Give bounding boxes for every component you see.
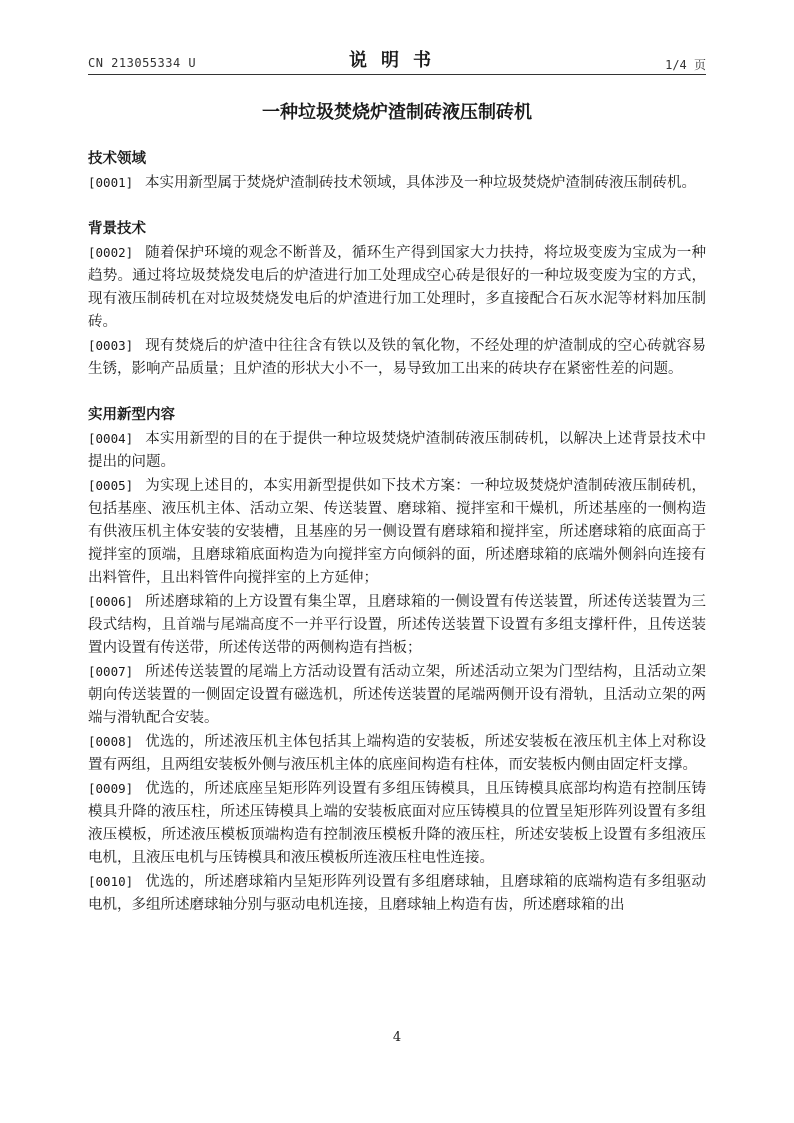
paragraph-number: [0009] (88, 781, 134, 796)
paragraph (88, 870, 706, 917)
paragraph-number: [0008] (88, 734, 134, 749)
paragraph-number: [0002] (88, 245, 134, 260)
paragraph-number: [0005] (88, 478, 134, 493)
patent-number: CN 213055334 U (88, 56, 197, 70)
paragraph (88, 660, 706, 730)
section-utility-model-content (88, 404, 706, 917)
paragraph-number: [0007] (88, 664, 134, 679)
paragraph (88, 334, 706, 381)
paragraph-text: 本实用新型的目的在于提供一种垃圾焚烧炉渣制砖液压制砖机，以解决上述背景技术中提出的问题。 (88, 431, 706, 470)
paragraph-text: 本实用新型属于焚烧炉渣制砖技术领域，具体涉及一种垃圾焚烧炉渣制砖液压制砖机。 (145, 175, 696, 191)
page-header (88, 46, 706, 76)
document-type: 说明书 (349, 50, 445, 71)
paragraph (88, 474, 706, 590)
paragraph-number: [0004] (88, 431, 134, 446)
section-background (88, 218, 706, 381)
section-heading: 技术领域 (88, 151, 146, 167)
section-technical-field (88, 148, 706, 195)
document-title: 一种垃圾焚烧炉渣制砖液压制砖机 (262, 102, 532, 123)
paragraph-text: 优选的，所述液压机主体包括其上端构造的安装板，所述安装板在液压机主体上对称设置有两组，且两组安装板外侧与液压机主体的底座间构造有柱体，而安装板内侧由固定杆支撑。 (88, 734, 706, 773)
paragraph (88, 427, 706, 474)
section-heading: 背景技术 (88, 221, 146, 237)
paragraph (88, 777, 706, 870)
page-number: 4 (392, 1030, 402, 1045)
paragraph-text: 所述传送装置的尾端上方活动设置有活动立架，所述活动立架为门型结构，且活动立架朝向传送装置的一侧固定设置有磁选机，所述传送装置的尾端两侧开设有滑轨，且活动立架的两端与滑轨配合安装。 (88, 664, 706, 726)
header-rule (88, 74, 706, 75)
section-heading: 实用新型内容 (88, 407, 175, 423)
paragraph (88, 590, 706, 660)
paragraph (88, 171, 706, 195)
paragraph-text: 所述磨球箱的上方设置有集尘罩，且磨球箱的一侧设置有传送装置，所述传送装置为三段式结构，且首端与尾端高度不一并平行设置，所述传送装置下设置有多组支撑杆件，且传送装置内设置有传送带，所述传送带的两侧构造有挡板； (88, 594, 706, 656)
paragraph-number: [0010] (88, 874, 134, 889)
paragraph-number: [0006] (88, 594, 134, 609)
page-info: 1/4 页 (665, 58, 706, 72)
paragraph-number: [0001] (88, 175, 134, 190)
paragraph-text: 优选的，所述磨球箱内呈矩形阵列设置有多组磨球轴，且磨球箱的底端构造有多组驱动电机，多组所述磨球轴分别与驱动电机连接，且磨球轴上构造有齿，所述磨球箱的出 (88, 874, 706, 913)
paragraph (88, 241, 706, 334)
paragraph-text: 优选的，所述底座呈矩形阵列设置有多组压铸模具，且压铸模具底部均构造有控制压铸模具升降的液压柱，所述压铸模具上端的安装板底面对应压铸模具的位置呈矩形阵列设置有多组液压模板，所述液压模板顶端构造有控制液压模板升降的液压柱，所述安装板上设置有多组液压电机，且液压电机与压铸模具和液压模板所连液压柱电性连接。 (88, 781, 706, 866)
paragraph-text: 现有焚烧后的炉渣中往往含有铁以及铁的氧化物，不经处理的炉渣制成的空心砖就容易生锈，影响产品质量；且炉渣的形状大小不一，易导致加工出来的砖块存在紧密性差的问题。 (88, 338, 706, 377)
paragraph-text: 随着保护环境的观念不断普及，循环生产得到国家大力扶持，将垃圾变废为宝成为一种趋势。通过将垃圾焚烧发电后的炉渣进行加工处理成空心砖是很好的一种垃圾变废为宝的方式，现有液压制砖机在对垃圾焚烧发电后的炉渣进行加工处理时，多直接配合石灰水泥等材料加压制砖。 (88, 245, 706, 330)
paragraph-text: 为实现上述目的，本实用新型提供如下技术方案：一种垃圾焚烧炉渣制砖液压制砖机，包括基座、液压机主体、活动立架、传送装置、磨球箱、搅拌室和干燥机，所述基座的一侧构造有供液压机主体安装的安装槽，且基座的另一侧设置有磨球箱和搅拌室，所述磨球箱的底面高于搅拌室的顶端，且磨球箱底面构造为向搅拌室方向倾斜的面，所述磨球箱的底端外侧斜向连接有出料管件，且出料管件向搅拌室的上方延伸； (88, 478, 706, 586)
document-body (88, 148, 706, 917)
paragraph (88, 730, 706, 777)
paragraph-number: [0003] (88, 338, 134, 353)
